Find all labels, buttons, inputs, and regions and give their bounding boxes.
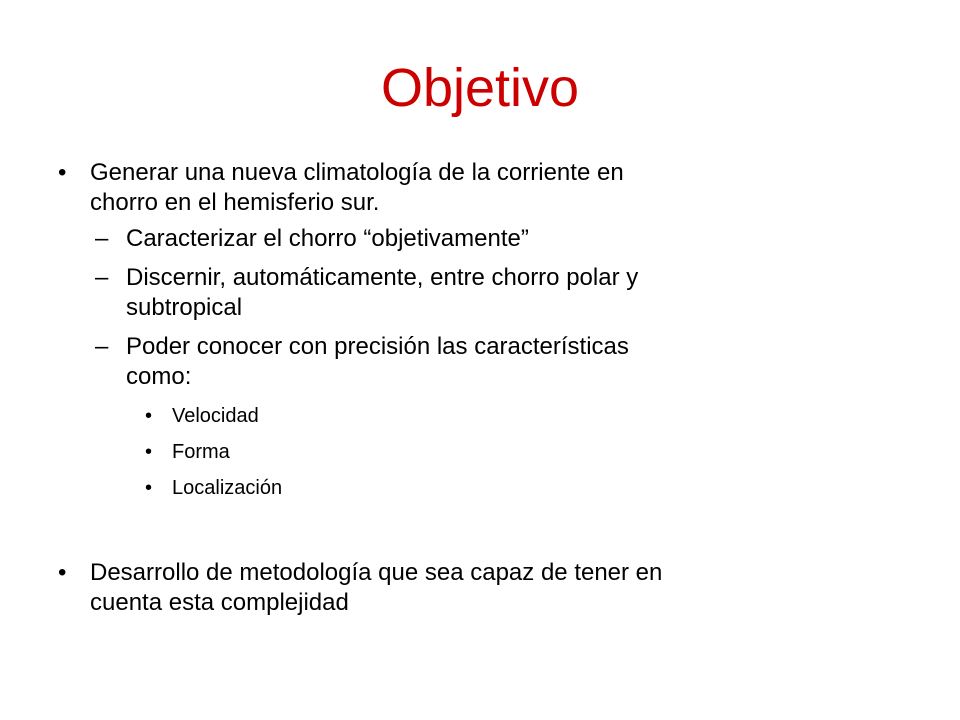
sub-point-1 (58, 224, 918, 254)
list-item-velocidad (58, 404, 918, 429)
list-item-label: Localización (172, 477, 283, 499)
bullet-icon: • (58, 559, 67, 586)
bullet-point-1 (58, 158, 918, 218)
bullet-point-2-line-2: cuenta esta complejidad (90, 589, 349, 616)
bullet-point-2-line-1: Desarrollo de metodología que sea capaz de tener en (90, 559, 663, 586)
bullet-point-2 (58, 558, 918, 618)
slide-body (58, 150, 918, 618)
dash-icon: – (95, 225, 109, 252)
sub-point-3 (58, 332, 918, 392)
list-item-label: Forma (172, 441, 230, 463)
dash-icon: – (95, 333, 109, 360)
bullet-point-1-line-2: chorro en el hemisferio sur. (90, 189, 380, 216)
bullet-icon: • (145, 477, 153, 499)
list-item-localizacion (58, 476, 918, 501)
bullet-icon: • (145, 405, 153, 427)
list-item-label: Velocidad (172, 405, 259, 427)
bullet-icon: • (58, 159, 67, 186)
sub-point-1-line-1: Caracterizar el chorro “objetivamente” (126, 225, 529, 252)
list-item-forma (58, 440, 918, 465)
sub-point-2 (58, 263, 918, 323)
sub-point-2-line-2: subtropical (126, 294, 243, 321)
slide-title: Objetivo (380, 58, 580, 118)
dash-icon: – (95, 264, 109, 291)
sub-point-3-line-1: Poder conocer con precisión las características (126, 333, 629, 360)
bullet-icon: • (145, 441, 153, 463)
bullet-point-1-line-1: Generar una nueva climatología de la corriente en (90, 159, 624, 186)
sub-point-2-line-1: Discernir, automáticamente, entre chorro polar y (126, 264, 639, 291)
sub-point-3-line-2: como: (126, 363, 192, 390)
